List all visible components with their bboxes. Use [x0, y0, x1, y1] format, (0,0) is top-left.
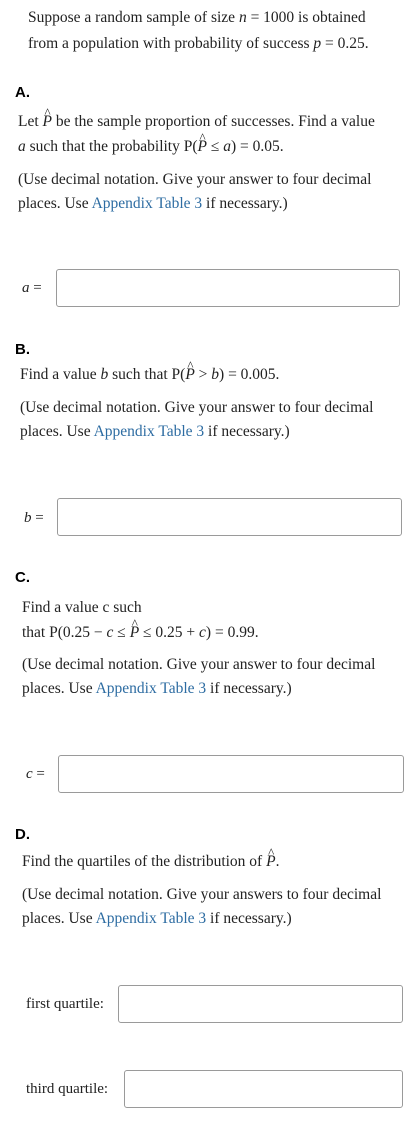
text: ≤ 0.25 +: [139, 624, 200, 641]
part-b-instruction-2: [20, 420, 290, 444]
part-c-heading: C.: [15, 569, 30, 586]
text: if necessary.): [202, 195, 288, 212]
appendix-table-link[interactable]: Appendix Table 3: [93, 423, 205, 440]
text: Let: [18, 113, 43, 130]
text: be the sample proportion of successes. Find a value: [52, 113, 375, 130]
c-variable: c: [199, 624, 206, 641]
part-d-line-1: [22, 850, 279, 874]
text: =: [32, 766, 45, 782]
p-hat-symbol: ^ P: [130, 621, 139, 645]
text: if necessary.): [204, 423, 290, 440]
c-input-label: [26, 766, 45, 783]
text: places. Use: [18, 195, 92, 212]
intro-line-2: [28, 32, 369, 56]
part-c-line-1: Find a value c such: [22, 599, 142, 616]
text: Find a value: [20, 366, 101, 383]
text: such that the probability P(: [25, 138, 198, 155]
text: >: [194, 366, 212, 383]
first-quartile-input[interactable]: [118, 985, 403, 1023]
part-c-instruction-1: (Use decimal notation. Give your answer to four decimal: [22, 656, 376, 673]
text: Find the quartiles of the distribution of: [22, 853, 267, 870]
text: if necessary.): [206, 680, 292, 697]
p-hat-symbol: ^ P: [266, 850, 275, 874]
a-variable: a: [18, 138, 26, 155]
part-c-line-2: [22, 621, 259, 645]
a-input-label: [22, 280, 42, 297]
part-d-heading: D.: [15, 826, 30, 843]
n-variable: n: [238, 9, 247, 26]
text: =: [29, 280, 42, 296]
p-hat-symbol: ^ P: [43, 110, 52, 134]
b-variable: b: [100, 366, 109, 383]
part-a-line-1: [18, 110, 375, 134]
part-d-instruction-1: (Use decimal notation. Give your answers to four decimal: [22, 886, 382, 903]
part-b-line-1: [20, 363, 279, 387]
text: .: [275, 853, 280, 870]
intro-text: Suppose a random sample of size: [28, 9, 239, 26]
text: ) = 0.99.: [205, 624, 259, 641]
part-d-instruction-2: [22, 907, 292, 931]
text: places. Use: [22, 680, 96, 697]
part-a-instruction-2: [18, 192, 288, 216]
part-a-instruction-1: (Use decimal notation. Give your answer to four decimal: [18, 171, 372, 188]
first-quartile-label: first quartile:: [26, 996, 104, 1012]
b-answer-input[interactable]: [57, 498, 402, 536]
intro-line-1: [28, 6, 366, 30]
intro-text: = 0.25.: [321, 35, 369, 52]
third-quartile-label: third quartile:: [26, 1081, 109, 1097]
p-variable: p: [313, 35, 322, 52]
b-variable: b: [211, 366, 220, 383]
c-variable: c: [26, 766, 33, 782]
b-input-label: [24, 510, 44, 527]
part-b-heading: B.: [15, 341, 30, 358]
intro-text: = 1000 is obtained: [246, 9, 366, 26]
text: places. Use: [22, 910, 96, 927]
b-variable: b: [24, 510, 32, 526]
a-answer-input[interactable]: [56, 269, 400, 307]
p-hat-symbol: ^ P: [198, 135, 207, 159]
part-a-line-2: [18, 135, 284, 159]
part-b-instruction-1: (Use decimal notation. Give your answer to four decimal: [20, 399, 374, 416]
text: ≤: [113, 624, 130, 641]
appendix-table-link[interactable]: Appendix Table 3: [91, 195, 203, 212]
text: ≤: [206, 138, 224, 155]
text: if necessary.): [206, 910, 292, 927]
part-c-instruction-2: [22, 677, 292, 701]
c-variable: c: [106, 624, 114, 641]
text: ) = 0.005.: [219, 366, 280, 383]
p-hat-symbol: ^ P: [185, 363, 194, 387]
c-answer-input[interactable]: [58, 755, 404, 793]
part-a-heading: A.: [15, 84, 30, 101]
text: such that P(: [108, 366, 186, 383]
third-quartile-input[interactable]: [124, 1070, 403, 1108]
text: that P(0.25 −: [22, 624, 107, 641]
text: places. Use: [20, 423, 94, 440]
appendix-table-link[interactable]: Appendix Table 3: [95, 680, 207, 697]
text: =: [31, 510, 44, 526]
appendix-table-link[interactable]: Appendix Table 3: [95, 910, 207, 927]
a-variable: a: [22, 280, 30, 296]
intro-text: from a population with probability of success: [28, 35, 314, 52]
text: ) = 0.05.: [231, 138, 284, 155]
a-variable: a: [223, 138, 231, 155]
